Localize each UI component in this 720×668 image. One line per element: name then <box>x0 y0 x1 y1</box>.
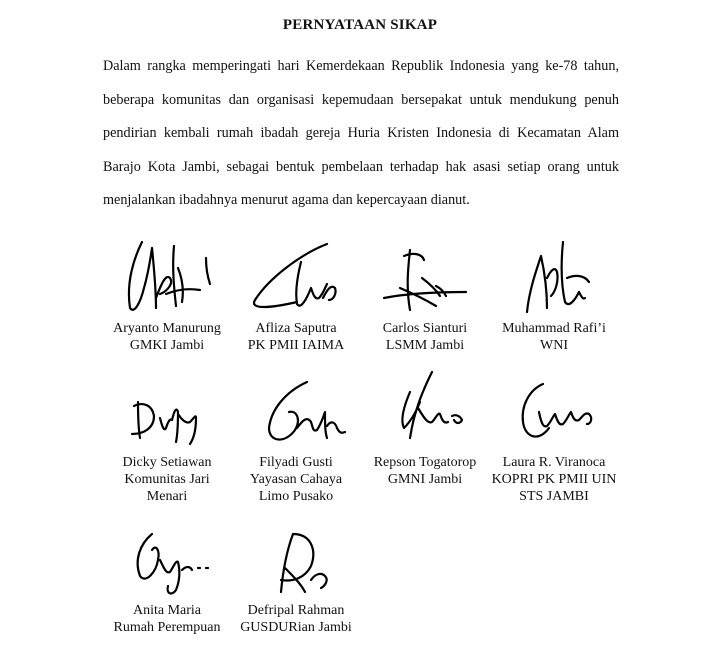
signature-block <box>491 372 617 505</box>
signatory-name: Filyadi Gusti <box>259 455 333 470</box>
signatory-org: GUSDURian Jambi <box>240 620 352 635</box>
signature-block <box>233 372 359 505</box>
signatory-org: WNI <box>540 338 568 353</box>
signatory-org: LSMM Jambi <box>385 338 465 353</box>
signature-image <box>499 372 609 454</box>
signatory-name: Anita Maria <box>132 603 202 618</box>
signatory-name: Repson Togatorop <box>373 455 477 470</box>
signatory-name: Afliza Saputra <box>255 321 337 336</box>
signature-image <box>112 520 222 602</box>
signatory-org: GMNI Jambi <box>387 472 463 487</box>
signatory-org: PK PMII IAIMA <box>247 338 345 353</box>
statement-paragraph: Dalam rangka memperingati hari Kemerdekaan Republik Indonesia yang ke-78 tahun, beberapa komunitas dan organisasi kepemudaan bersepakat untuk mendukung penuh pendirian kembali rumah ibadah gereja Huria Kristen Indonesia di Kecamatan Alam Barajo Kota Jambi, sebagai bentuk pembelaan terhadap hak asasi setiap orang untuk menjalankan ibadahnya menurut agama dan kepercayaan dianut. <box>103 58 619 209</box>
signature-block <box>104 238 230 354</box>
signature-image <box>241 520 351 602</box>
signatory-name: Laura R. Viranoca <box>502 455 606 470</box>
signature-image <box>112 372 222 454</box>
document-title: PERNYATAAN SIKAP <box>282 17 438 33</box>
signature-block <box>233 520 359 636</box>
signature-block <box>233 238 359 354</box>
signature-image <box>112 238 222 320</box>
signature-image <box>370 372 480 454</box>
signature-block <box>362 372 488 488</box>
signature-block <box>104 372 230 505</box>
signature-image <box>499 238 609 320</box>
signatory-name: Carlos Sianturi <box>382 321 468 336</box>
signatory-org: Rumah Perempuan <box>113 620 221 635</box>
signature-block <box>491 238 617 354</box>
signature-block <box>104 520 230 636</box>
signature-image <box>370 238 480 320</box>
signatory-name: Muhammad Rafi’i <box>502 321 606 336</box>
signature-image <box>241 238 351 320</box>
signatory-org: Yayasan Cahaya Limo Pusako <box>249 472 343 504</box>
signatory-org: Komunitas Jari Menari <box>124 472 210 504</box>
signatory-name: Defripal Rahman <box>247 603 345 618</box>
signature-image <box>241 372 351 454</box>
signatory-name: Dicky Setiawan <box>122 455 212 470</box>
signatory-org: GMKI Jambi <box>129 338 205 353</box>
signature-block <box>362 238 488 354</box>
signatory-org: KOPRI PK PMII UIN STS JAMBI <box>491 472 617 504</box>
signatory-name: Aryanto Manurung <box>113 321 221 336</box>
